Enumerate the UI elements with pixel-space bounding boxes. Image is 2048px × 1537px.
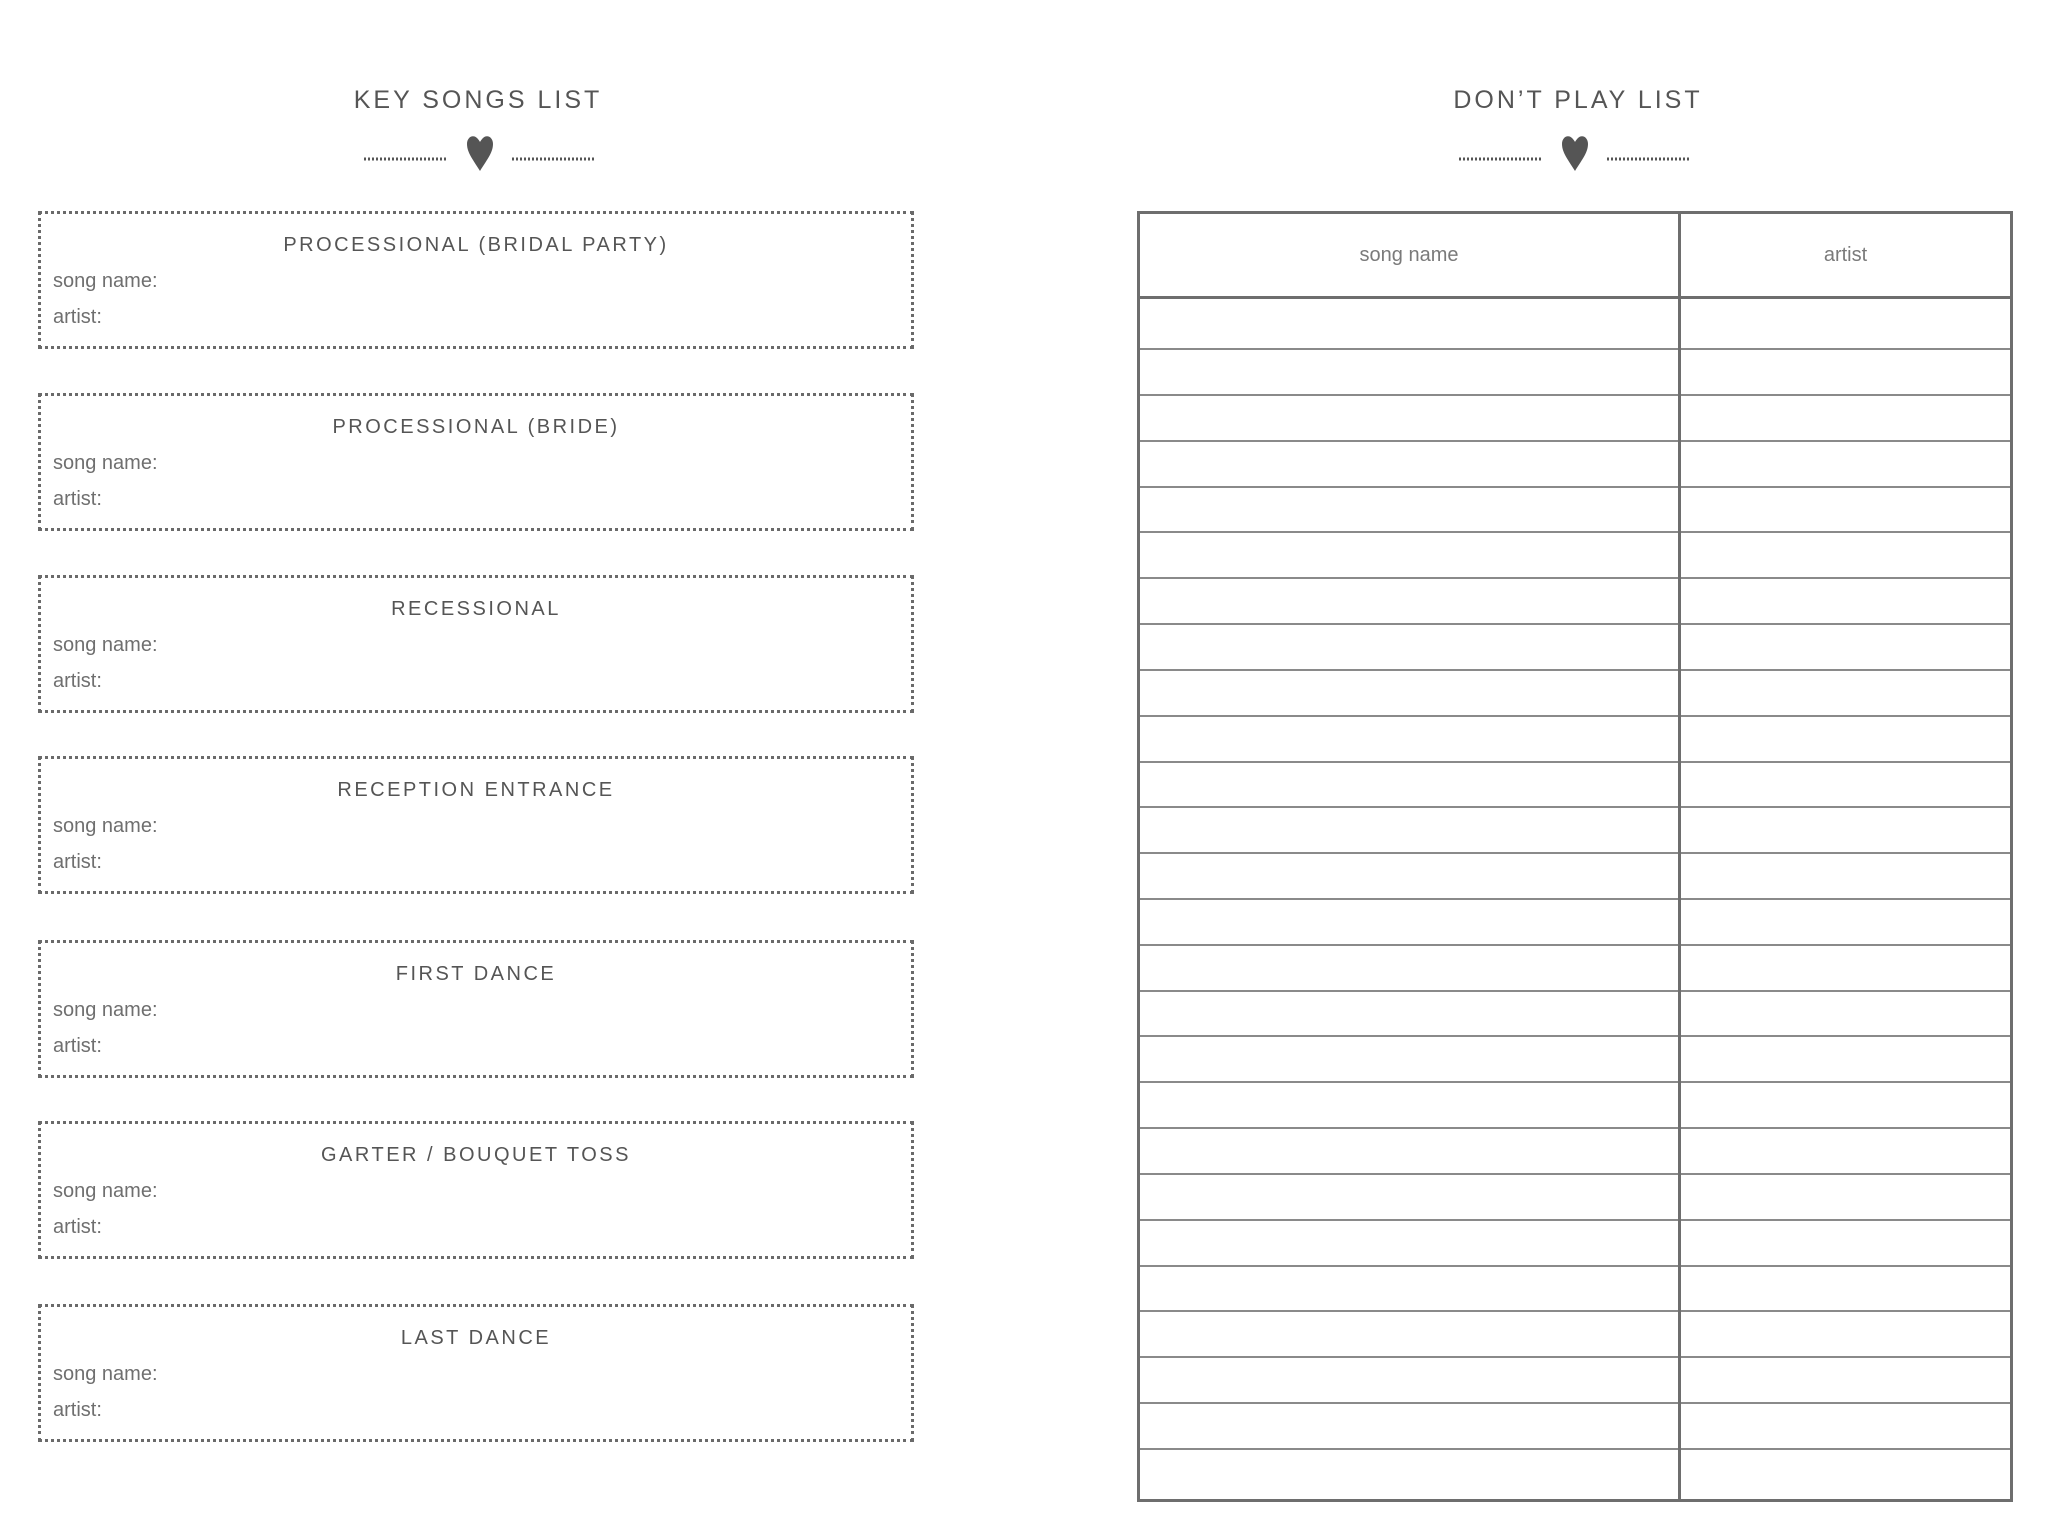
artist-field[interactable]: artist: [53, 1399, 102, 1421]
dont-play-table [1137, 211, 2013, 1502]
table-row [1139, 1403, 2012, 1449]
song-name-cell[interactable] [1139, 899, 1680, 945]
table-row [1139, 670, 2012, 716]
artist-cell[interactable] [1680, 298, 2012, 350]
table-row [1139, 1266, 2012, 1312]
song-name-cell[interactable] [1139, 1357, 1680, 1403]
song-name-cell[interactable] [1139, 1266, 1680, 1312]
artist-cell[interactable] [1680, 1128, 2012, 1174]
card-title: GARTER / BOUQUET TOSS [321, 1144, 631, 1166]
key-song-card [38, 1121, 914, 1259]
song-name-cell[interactable] [1139, 1449, 1680, 1501]
song-name-cell[interactable] [1139, 762, 1680, 808]
table-row [1139, 1357, 2012, 1403]
table-row [1139, 853, 2012, 899]
table-row [1139, 1128, 2012, 1174]
table-row [1139, 899, 2012, 945]
table-row [1139, 807, 2012, 853]
song-name-cell[interactable] [1139, 349, 1680, 395]
artist-cell[interactable] [1680, 1174, 2012, 1220]
artist-cell[interactable] [1680, 487, 2012, 533]
song-name-cell[interactable] [1139, 945, 1680, 991]
artist-cell[interactable] [1680, 1266, 2012, 1312]
table-row [1139, 441, 2012, 487]
song-name-cell[interactable] [1139, 578, 1680, 624]
key-song-card [38, 940, 914, 1078]
table-row [1139, 1036, 2012, 1082]
artist-cell[interactable] [1680, 624, 2012, 670]
song-name-field[interactable]: song name: [53, 1363, 158, 1385]
table-row [1139, 716, 2012, 762]
artist-cell[interactable] [1680, 1036, 2012, 1082]
artist-cell[interactable] [1680, 1403, 2012, 1449]
artist-field[interactable]: artist: [53, 1216, 102, 1238]
card-title: PROCESSIONAL (BRIDAL PARTY) [283, 234, 669, 256]
dont-play-flourish [1455, 131, 1695, 171]
song-name-cell[interactable] [1139, 624, 1680, 670]
artist-field[interactable]: artist: [53, 670, 102, 692]
table-row [1139, 1449, 2012, 1501]
artist-cell[interactable] [1680, 716, 2012, 762]
song-name-field[interactable]: song name: [53, 815, 158, 837]
heart-icon [1562, 136, 1588, 171]
artist-cell[interactable] [1680, 1220, 2012, 1266]
song-name-cell[interactable] [1139, 1082, 1680, 1128]
artist-cell[interactable] [1680, 1311, 2012, 1357]
artist-field[interactable]: artist: [53, 488, 102, 510]
key-songs-title: KEY SONGS LIST [353, 86, 603, 114]
table-row [1139, 1220, 2012, 1266]
song-name-cell[interactable] [1139, 853, 1680, 899]
table-row [1139, 624, 2012, 670]
song-name-field[interactable]: song name: [53, 452, 158, 474]
artist-cell[interactable] [1680, 670, 2012, 716]
table-row [1139, 487, 2012, 533]
column-header-artist: artist [1680, 213, 2012, 298]
song-name-cell[interactable] [1139, 298, 1680, 350]
table-row [1139, 1311, 2012, 1357]
artist-cell[interactable] [1680, 899, 2012, 945]
artist-field[interactable]: artist: [53, 1035, 102, 1057]
table-row [1139, 762, 2012, 808]
table-row [1139, 532, 2012, 578]
song-name-cell[interactable] [1139, 395, 1680, 441]
artist-cell[interactable] [1680, 349, 2012, 395]
song-name-cell[interactable] [1139, 670, 1680, 716]
artist-field[interactable]: artist: [53, 306, 102, 328]
artist-cell[interactable] [1680, 853, 2012, 899]
table-row [1139, 945, 2012, 991]
key-song-card [38, 211, 914, 349]
key-song-card [38, 1304, 914, 1442]
card-title: RECEPTION ENTRANCE [337, 779, 615, 801]
artist-cell[interactable] [1680, 762, 2012, 808]
key-song-card [38, 575, 914, 713]
song-name-cell[interactable] [1139, 807, 1680, 853]
table-row [1139, 349, 2012, 395]
card-title: LAST DANCE [400, 1327, 552, 1349]
key-song-card [38, 393, 914, 531]
card-title: RECESSIONAL [391, 598, 561, 620]
song-name-cell[interactable] [1139, 1174, 1680, 1220]
song-name-cell[interactable] [1139, 441, 1680, 487]
artist-cell[interactable] [1680, 441, 2012, 487]
table-row [1139, 395, 2012, 441]
artist-cell[interactable] [1680, 807, 2012, 853]
table-row [1139, 991, 2012, 1037]
card-title: FIRST DANCE [395, 963, 557, 985]
key-songs-flourish [360, 131, 600, 171]
heart-icon [467, 136, 493, 171]
table-row [1139, 1174, 2012, 1220]
table-row [1139, 298, 2012, 350]
song-name-field[interactable]: song name: [53, 270, 158, 292]
song-name-field[interactable]: song name: [53, 634, 158, 656]
artist-cell[interactable] [1680, 1082, 2012, 1128]
column-header-song-name: song name [1139, 213, 1680, 298]
song-name-cell[interactable] [1139, 1403, 1680, 1449]
artist-cell[interactable] [1680, 532, 2012, 578]
dont-play-title: DON’T PLAY LIST [1453, 86, 1703, 114]
artist-field[interactable]: artist: [53, 851, 102, 873]
artist-cell[interactable] [1680, 1357, 2012, 1403]
artist-cell[interactable] [1680, 991, 2012, 1037]
table-header-row [1139, 213, 2012, 298]
artist-cell[interactable] [1680, 945, 2012, 991]
song-name-cell[interactable] [1139, 716, 1680, 762]
song-name-field[interactable]: song name: [53, 999, 158, 1021]
card-title: PROCESSIONAL (BRIDE) [332, 416, 620, 438]
song-name-cell[interactable] [1139, 1220, 1680, 1266]
song-name-cell[interactable] [1139, 487, 1680, 533]
table-row [1139, 578, 2012, 624]
artist-cell[interactable] [1680, 395, 2012, 441]
key-song-card [38, 756, 914, 894]
song-name-cell[interactable] [1139, 1311, 1680, 1357]
artist-cell[interactable] [1680, 1449, 2012, 1501]
table-row [1139, 1082, 2012, 1128]
song-name-cell[interactable] [1139, 1128, 1680, 1174]
artist-cell[interactable] [1680, 578, 2012, 624]
song-name-cell[interactable] [1139, 532, 1680, 578]
song-name-cell[interactable] [1139, 1036, 1680, 1082]
song-name-field[interactable]: song name: [53, 1180, 158, 1202]
song-name-cell[interactable] [1139, 991, 1680, 1037]
